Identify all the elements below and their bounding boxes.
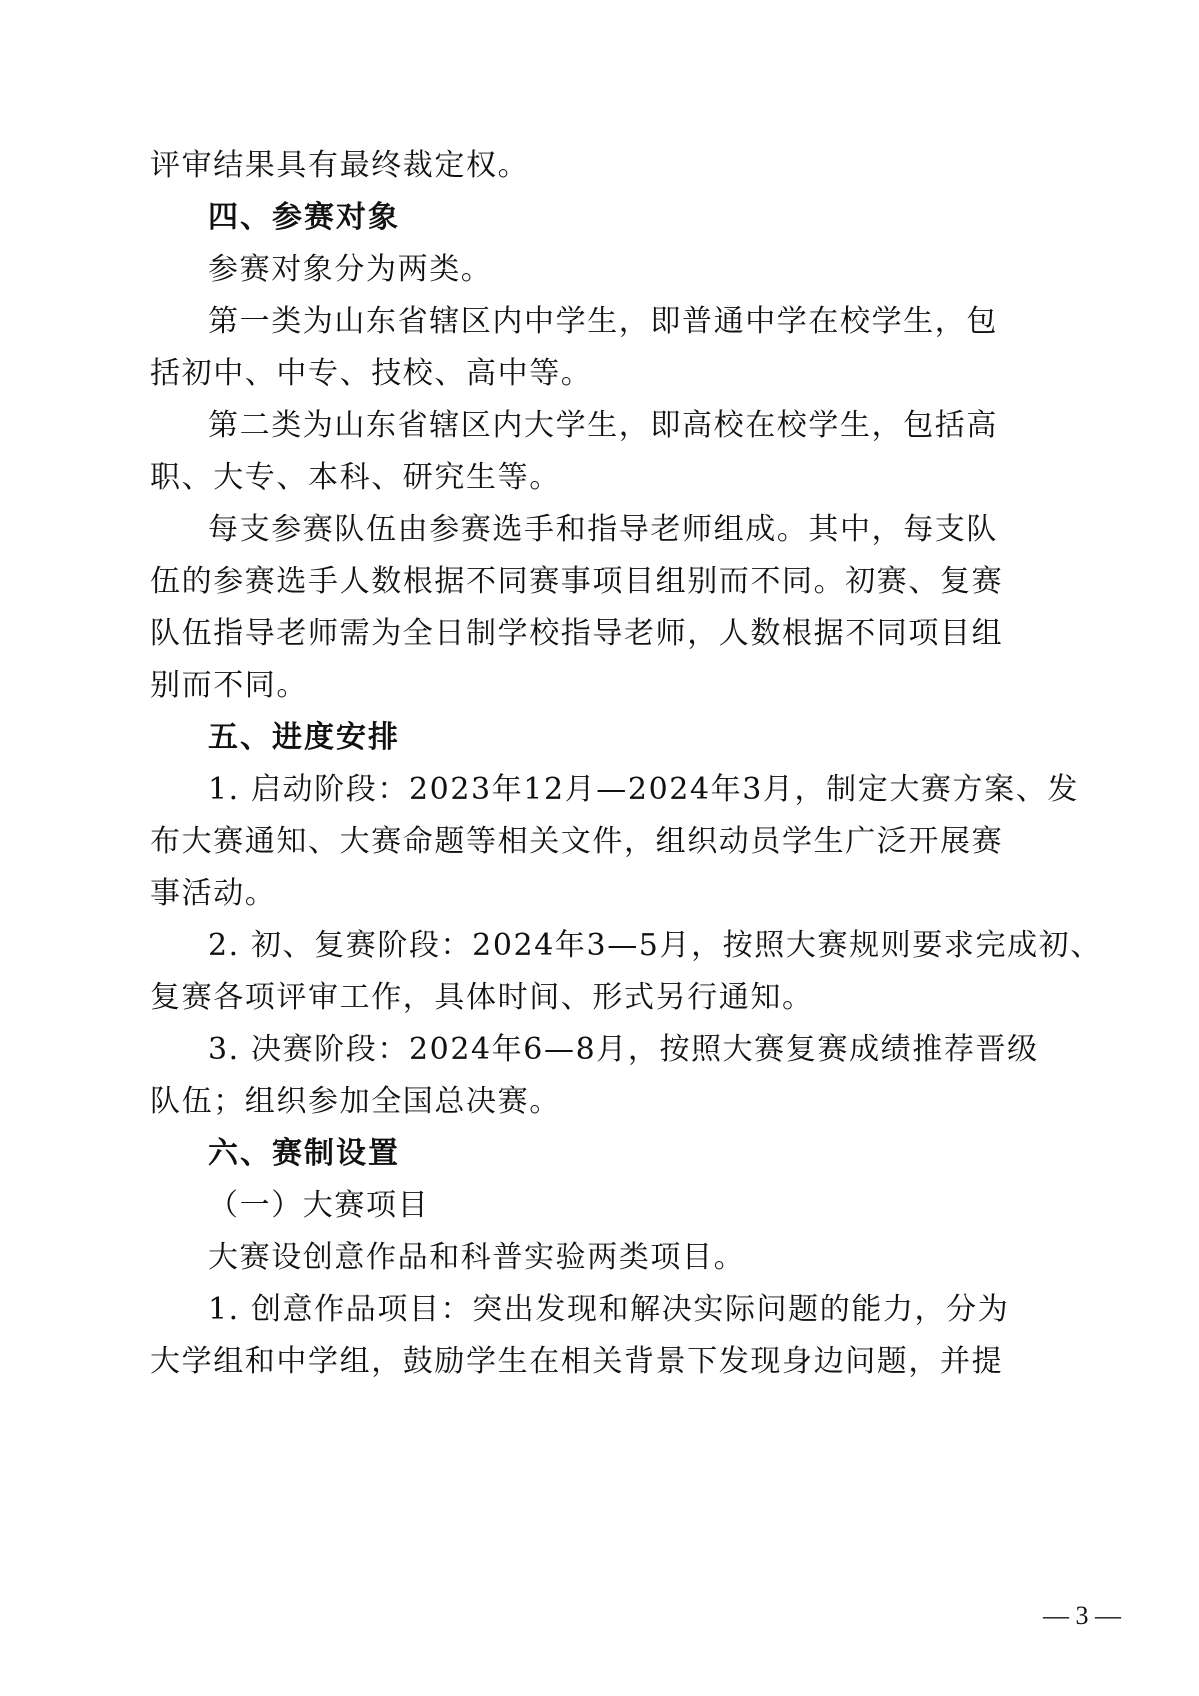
body-text-line: 队伍指导老师需为全日制学校指导老师，人数根据不同项目组 (150, 616, 1004, 651)
body-text-line: 队伍；组织参加全国总决赛。 (150, 1084, 561, 1119)
body-text-line: 别而不同。 (150, 668, 308, 703)
subsection-heading: （一）大赛项目 (208, 1188, 430, 1223)
body-text-line: 布大赛通知、大赛命题等相关文件，组织动员学生广泛开展赛 (150, 824, 1004, 859)
section-heading-5: 五、进度安排 (208, 720, 400, 755)
body-text-line: 大赛设创意作品和科普实验两类项目。 (208, 1240, 746, 1275)
body-text-line: 第二类为山东省辖区内大学生，即高校在校学生，包括高 (208, 408, 998, 443)
body-text-line: 1. 启动阶段：2023年12月—2024年3月，制定大赛方案、发 (208, 772, 1079, 807)
body-text-line: 1. 创意作品项目：突出发现和解决实际问题的能力，分为 (208, 1292, 1010, 1327)
body-text-line: 评审结果具有最终裁定权。 (150, 148, 530, 183)
page-number: — 3 — (1043, 1601, 1121, 1630)
body-text-line: 第一类为山东省辖区内中学生，即普通中学在校学生，包 (208, 304, 998, 339)
body-text-line: 大学组和中学组，鼓励学生在相关背景下发现身边问题，并提 (150, 1344, 1004, 1379)
body-text-line: 参赛对象分为两类。 (208, 252, 493, 287)
body-text-line: 每支参赛队伍由参赛选手和指导老师组成。其中，每支队 (208, 512, 998, 547)
section-heading-4: 四、参赛对象 (208, 200, 400, 235)
body-text-line: 括初中、中专、技校、高中等。 (150, 356, 593, 391)
body-text-line: 3. 决赛阶段：2024年6—8月，按照大赛复赛成绩推荐晋级 (208, 1032, 1039, 1067)
body-text-line: 2. 初、复赛阶段：2024年3—5月，按照大赛规则要求完成初、 (208, 928, 1102, 963)
body-text-line: 职、大专、本科、研究生等。 (150, 460, 561, 495)
body-text-line: 伍的参赛选手人数根据不同赛事项目组别而不同。初赛、复赛 (150, 564, 1004, 599)
body-text-line: 复赛各项评审工作，具体时间、形式另行通知。 (150, 980, 814, 1015)
body-text-line: 事活动。 (150, 876, 277, 911)
section-heading-6: 六、赛制设置 (208, 1136, 400, 1171)
